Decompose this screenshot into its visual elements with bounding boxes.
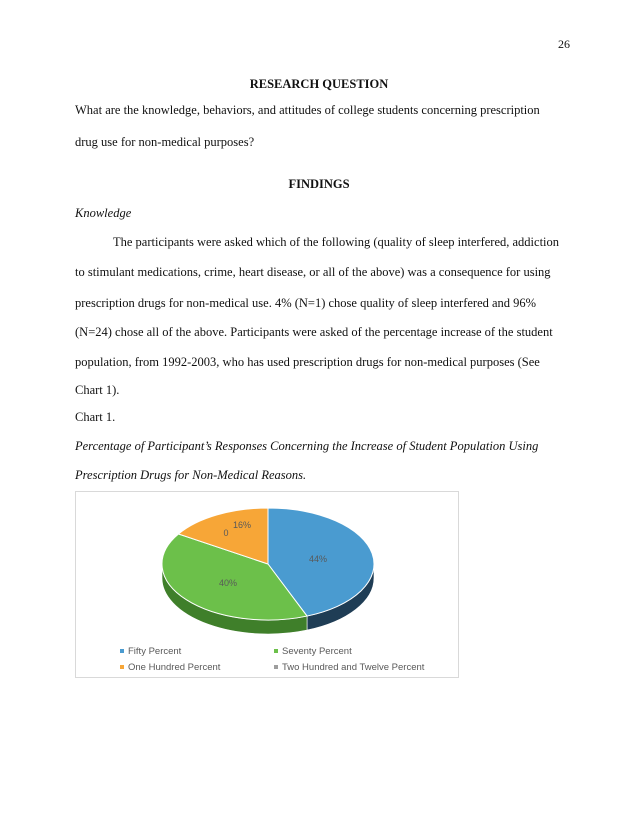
- paragraph-line-1: The participants were asked which of the following (quality of sleep interfered, addiction: [113, 235, 560, 249]
- knowledge-subheading: Knowledge: [75, 206, 132, 220]
- legend-label-fifty: Fifty Percent: [128, 646, 182, 657]
- pie-chart: [75, 491, 459, 678]
- legend-label-two-hundred-twelve: Two Hundred and Twelve Percent: [282, 662, 425, 673]
- legend-item-two-hundred-twelve: [274, 662, 424, 673]
- chart-caption-line-1: Percentage of Participant’s Responses Concerning the Increase of Student Population Using: [75, 439, 539, 453]
- research-question-line-1: What are the knowledge, behaviors, and attitudes of college students concerning prescription: [75, 103, 540, 117]
- legend-item-one-hundred: [120, 662, 220, 673]
- legend-label-one-hundred: One Hundred Percent: [128, 662, 221, 673]
- pie-label-two-hundred-and-twelve-percent: 0: [223, 528, 229, 538]
- pie-label-seventy-percent: 40%: [218, 578, 238, 588]
- paragraph-line-2: to stimulant medications, crime, heart disease, or all of the above) was a consequence for using: [75, 265, 551, 279]
- paragraph-line-5: population, from 1992-2003, who has used prescription drugs for non-medical purposes (See: [75, 355, 540, 369]
- legend-swatch-one-hundred: [120, 665, 124, 669]
- research-question-heading: RESEARCH QUESTION: [249, 77, 389, 91]
- legend-swatch-fifty: [120, 649, 124, 653]
- legend-label-seventy: Seventy Percent: [282, 646, 352, 657]
- paragraph-line-6: Chart 1).: [75, 383, 120, 397]
- legend-item-seventy: [274, 646, 352, 657]
- legend-swatch-two-hundred-twelve: [274, 665, 278, 669]
- pie-label-one-hundred-percent: 16%: [232, 520, 252, 530]
- page-number: 26: [558, 37, 570, 51]
- paragraph-line-3: prescription drugs for non-medical use. 4% (N=1) chose quality of sleep interfered and 96%: [75, 296, 537, 310]
- chart-label: Chart 1.: [75, 410, 116, 424]
- research-question-line-2: drug use for non-medical purposes?: [75, 135, 255, 149]
- paragraph-line-4: (N=24) chose all of the above. Participants were asked of the percentage increase of the student: [75, 325, 553, 339]
- legend-item-fifty: [120, 646, 181, 657]
- findings-heading: FINDINGS: [288, 177, 350, 191]
- chart-caption-line-2: Prescription Drugs for Non-Medical Reasons.: [75, 468, 307, 482]
- pie-label-fifty-percent: 44%: [308, 554, 328, 564]
- legend-swatch-seventy: [274, 649, 278, 653]
